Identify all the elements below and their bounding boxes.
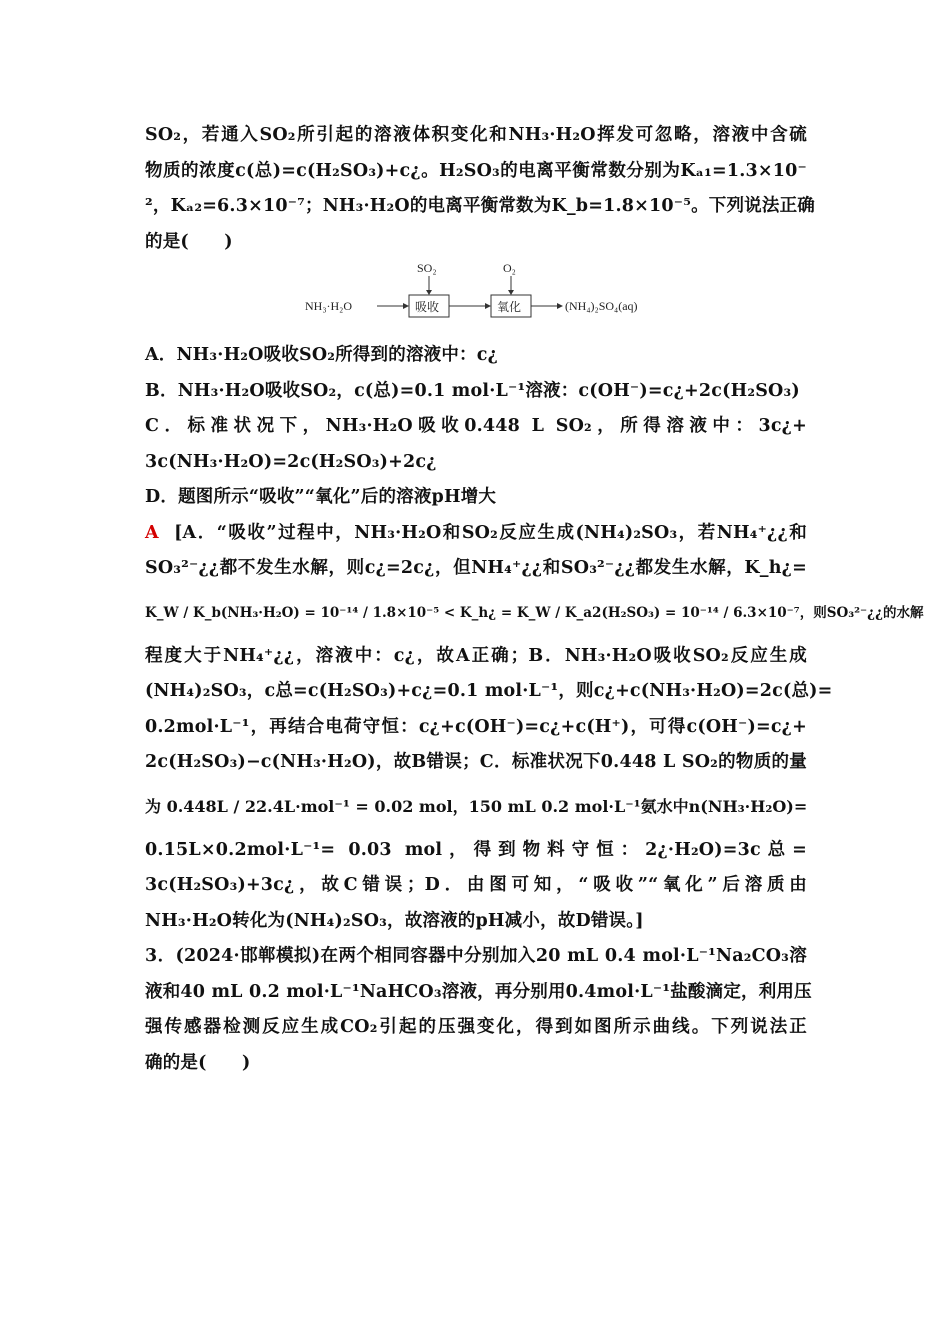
oxidize-label: 氧化 — [497, 300, 522, 314]
option-c-line-1: C．标准状况下，NH₃·H₂O吸收0.448 L SO₂，所得溶液中：3c¿+ — [145, 416, 807, 436]
stem-line-1: SO₂，若通入SO₂所引起的溶液体积变化和NH₃·H₂O挥发可忽略，溶液中含硫 — [145, 125, 807, 145]
option-a: A．NH₃·H₂O吸收SO₂所得到的溶液中：c¿ — [145, 345, 499, 365]
question-3-line-1: 3．(2024·邯郸模拟)在两个相同容器中分别加入20 mL 0.4 mol·L⁻¹Na₂CO₃溶 — [145, 946, 807, 966]
o2-reagent-label: O₂ — [503, 262, 516, 275]
analysis-line-10: 3c(H₂SO₃)+3c¿，故C错误；D．由图可知，“吸收”“氧化”后溶质由 — [145, 875, 807, 895]
analysis-text: [A．“吸收”过程中，NH₃·H₂O和SO₂反应生成(NH₄)₂SO₃，若NH₄⁺¿¿和 — [174, 522, 807, 543]
absorb-label: 吸收 — [415, 300, 440, 314]
analysis-line-7: 2c(H₂SO₃)−c(NH₃·H₂O)，故B错误；C．标准状况下0.448 L SO₂的物质的量 — [145, 752, 807, 772]
analysis-line-4: 程度大于NH₄⁺¿¿，溶液中：c¿，故A正确；B．NH₃·H₂O吸收SO₂反应生成 — [145, 645, 807, 666]
process-flow-svg — [305, 262, 665, 338]
analysis-line-9: 0.15L×0.2mol·L⁻¹= 0.03 mol，得到物料守恒：2¿·H₂O)=3c总= — [145, 839, 807, 860]
arrow-head — [403, 303, 409, 309]
analysis-line-11: NH₃·H₂O转化为(NH₄)₂SO₃，故溶液的pH减小，故D错误。] — [145, 910, 644, 931]
question-3-line-4: 确的是( ) — [145, 1052, 251, 1073]
so2-reagent-label: SO₂ — [417, 262, 437, 275]
analysis-fraction-line: 为 0.448L / 22.4L·mol⁻¹ = 0.02 mol，150 mL 0.2 mol·L⁻¹氨水中n(NH₃·H₂O)= — [145, 796, 808, 816]
analysis-line-2: SO₃²⁻¿¿都不发生水解，则c¿=2c¿，但NH₄⁺¿¿和SO₃²⁻¿¿都发生水解，K_h¿= — [145, 558, 807, 578]
question-3-line-3: 强传感器检测反应生成CO₂引起的压强变化，得到如图所示曲线。下列说法正 — [145, 1017, 807, 1037]
stem-line-2: 物质的浓度c(总)=c(H₂SO₃)+c¿。H₂SO₃的电离平衡常数分别为Kₐ₁=1.3×10⁻ — [145, 160, 807, 181]
question-3-line-2: 液和40 mL 0.2 mol·L⁻¹NaHCO₃溶液，再分别用0.4mol·L⁻¹盐酸滴定，利用压 — [145, 981, 812, 1002]
arrow-head — [508, 290, 514, 295]
analysis-formula-line: K_W / K_b(NH₃·H₂O) = 10⁻¹⁴ / 1.8×10⁻⁵ < K_h¿ = K_W / K_a2(H₂SO₃) = 10⁻¹⁴ / 6.3×10⁻⁷，则SO₃²⁻¿¿的水解 — [145, 604, 924, 621]
stem-line-3: ²，Kₐ₂=6.3×10⁻⁷；NH₃·H₂O的电离平衡常数为K_b=1.8×10⁻⁵。下列说法正确 — [145, 196, 815, 216]
arrow-head — [557, 303, 563, 309]
option-b: B．NH₃·H₂O吸收SO₂，c(总)=0.1 mol·L⁻¹溶液：c(OH⁻)=c¿+2c(H₂SO₃) — [145, 380, 800, 401]
arrow-head — [426, 290, 432, 295]
option-d: D．题图所示“吸收”“氧化”后的溶液pH增大 — [145, 487, 497, 507]
output-label: (NH₄)₂SO₄(aq) — [565, 299, 638, 313]
arrow-head — [485, 303, 491, 309]
analysis-line-1 — [145, 516, 807, 552]
answer-letter: A — [145, 522, 159, 543]
document-page — [145, 118, 924, 1081]
stem-line-4: 的是( ) — [145, 231, 233, 252]
analysis-line-6: 0.2mol·L⁻¹，再结合电荷守恒：c¿+c(OH⁻)=c¿+c(H⁺)，可得c(OH⁻)=c¿+ — [145, 716, 807, 737]
process-diagram — [145, 260, 807, 338]
option-c-line-2: 3c(NH₃·H₂O)=2c(H₂SO₃)+2c¿ — [145, 451, 437, 472]
analysis-line-5: (NH₄)₂SO₃，c总=c(H₂SO₃)+c¿=0.1 mol·L⁻¹，则c¿+c(NH₃·H₂O)=2c(总)= — [145, 681, 833, 701]
input-label: NH₃·H₂O — [305, 299, 353, 313]
